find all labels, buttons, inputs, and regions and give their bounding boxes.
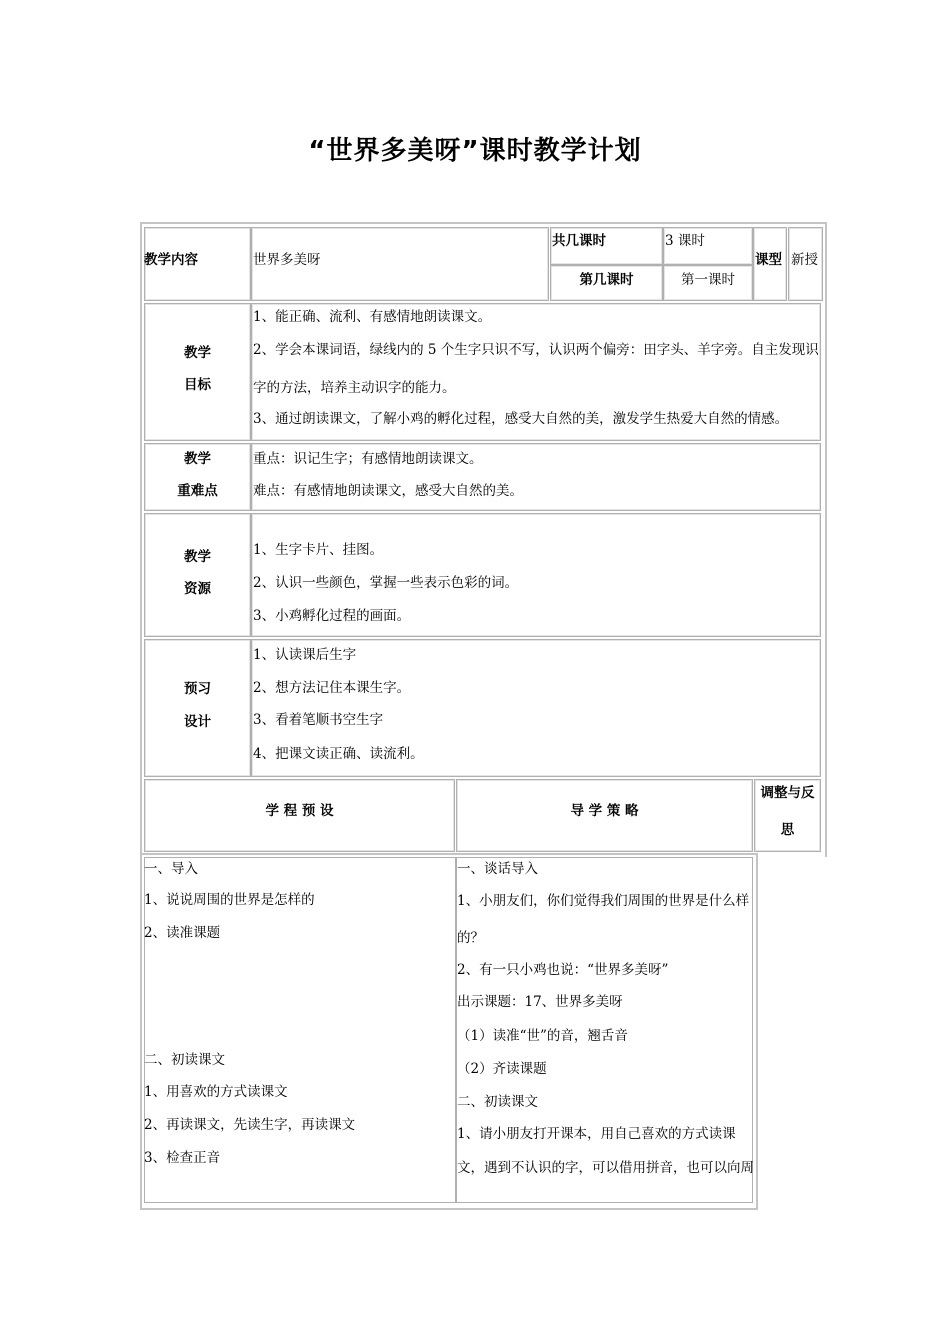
- type-label: 课型: [755, 252, 782, 268]
- resources-label-1: 教学: [184, 549, 211, 565]
- strategy-line-3: 的？: [457, 930, 484, 946]
- keypoints-label-1: 教学: [184, 451, 211, 467]
- strategy-line-7: （2）齐读课题: [457, 1061, 547, 1077]
- goals-line-1: 1、能正确、流利、有感情地朗读课文。: [253, 309, 492, 325]
- goals-label-1: 教学: [184, 345, 211, 361]
- keypoints-line-1: 重点：识记生字；有感情地朗读课文。: [253, 451, 483, 467]
- col-reflection-header-2: 思: [780, 822, 795, 838]
- strategy-line-8: 二、初读课文: [457, 1094, 538, 1110]
- process-line-1: 一、导入: [144, 861, 198, 877]
- strategy-line-10: 文，遇到不认识的字，可以借用拼音，也可以向周: [457, 1160, 754, 1176]
- which-value: 第一课时: [681, 272, 735, 288]
- col-process-header: 学 程 预 设: [265, 803, 334, 819]
- content-value: 世界多美呀: [253, 252, 321, 268]
- goals-label-cell: [144, 303, 251, 441]
- strategy-line-4: 2、有一只小鸡也说：“世界多美呀”: [457, 962, 669, 978]
- resources-label-2: 资源: [184, 581, 211, 597]
- preview-line-3: 3、看着笔顺书空生字: [253, 712, 384, 728]
- resources-line-1: 1、生字卡片、挂图。: [253, 542, 384, 558]
- goals-line-2: 2、学会本课词语，绿线内的 5 个生字只识不写，认识两个偏旁：田字头、羊字旁。自主发现识: [253, 342, 819, 358]
- process-line-5: 1、用喜欢的方式读课文: [144, 1084, 288, 1100]
- col-reflection-header-1: 调整与反: [760, 785, 815, 801]
- keypoints-label-2: 重难点: [177, 483, 218, 499]
- page-title: “世界多美呀”课时教学计划: [308, 136, 642, 166]
- process-line-4: 二、初读课文: [144, 1052, 225, 1068]
- resources-line-2: 2、认识一些颜色，掌握一些表示色彩的词。: [253, 575, 519, 591]
- preview-label-2: 设计: [184, 714, 211, 730]
- keypoints-line-2: 难点：有感情地朗读课文，感受大自然的美。: [253, 483, 523, 499]
- goals-line-3: 字的方法，培养主动识字的能力。: [253, 380, 456, 396]
- preview-line-4: 4、把课文读正确、读流利。: [253, 746, 424, 762]
- strategy-line-6: （1）读准“世”的音，翘舌音: [457, 1028, 628, 1044]
- content-label: 教学内容: [144, 252, 198, 268]
- resources-label-cell: [144, 513, 251, 637]
- goals-label-2: 目标: [184, 377, 211, 393]
- preview-label-cell: [144, 639, 251, 777]
- strategy-line-5: 出示课题：17、世界多美呀: [457, 994, 623, 1010]
- total-label: 共几课时: [552, 233, 606, 249]
- preview-label-1: 预习: [184, 681, 211, 697]
- total-value: 3 课时: [665, 233, 705, 249]
- type-value: 新授: [791, 252, 818, 268]
- strategy-line-9: 1、请小朋友打开课本，用自己喜欢的方式读课: [457, 1126, 736, 1142]
- process-line-6: 2、再读课文，先读生字，再读课文: [144, 1117, 356, 1133]
- preview-line-2: 2、想方法记住本课生字。: [253, 680, 411, 696]
- strategy-line-2: 1、小朋友们，你们觉得我们周围的世界是什么样: [457, 893, 750, 909]
- goals-line-4: 3、通过朗读课文，了解小鸡的孵化过程，感受大自然的美，激发学生热爱大自然的情感。: [253, 411, 789, 427]
- process-line-2: 1、说说周围的世界是怎样的: [144, 892, 315, 908]
- process-line-3: 2、读准课题: [144, 925, 221, 941]
- col-strategy-header: 导 学 策 略: [570, 803, 639, 819]
- process-line-7: 3、检查正音: [144, 1150, 221, 1166]
- preview-line-1: 1、认读课后生字: [253, 647, 357, 663]
- which-label: 第几课时: [579, 272, 634, 288]
- strategy-line-1: 一、谈话导入: [457, 861, 538, 877]
- resources-line-3: 3、小鸡孵化过程的画面。: [253, 608, 411, 624]
